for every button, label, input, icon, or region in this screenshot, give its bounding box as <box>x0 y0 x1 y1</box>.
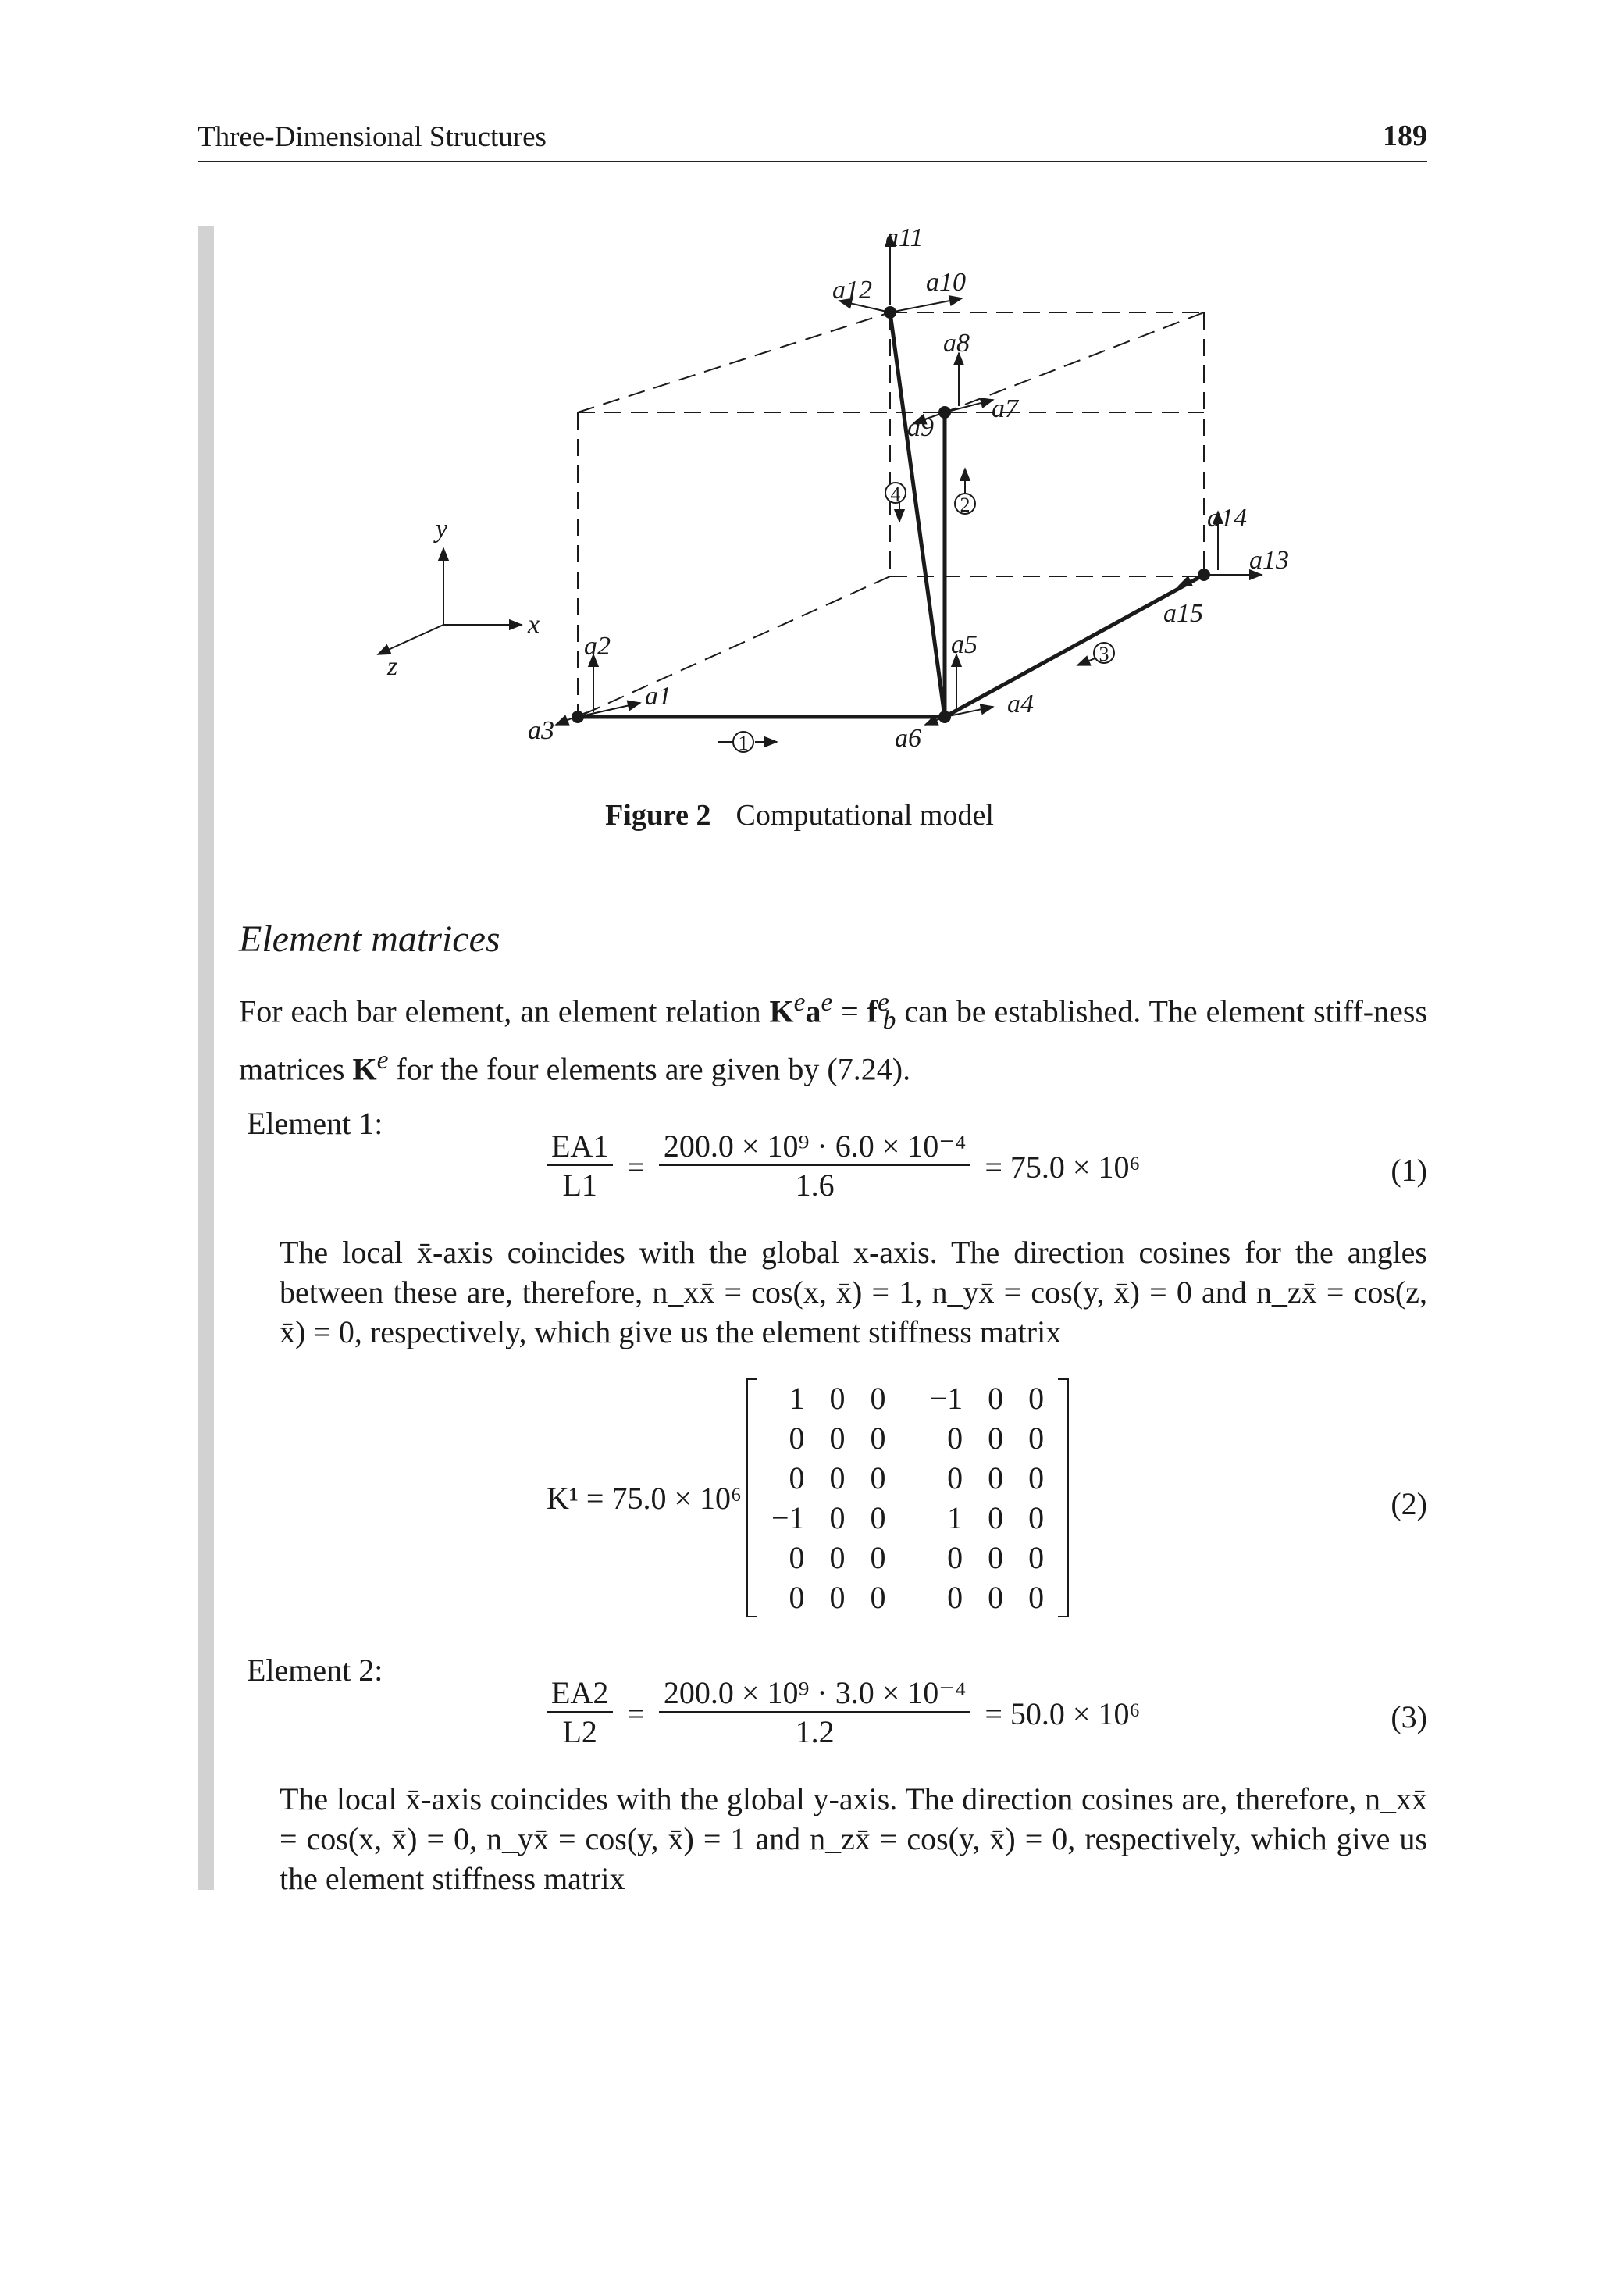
matrix-row <box>759 1498 1056 1538</box>
eq1-rhs-numerator: 200.0 × 10⁹ · 6.0 × 10⁻⁴ <box>659 1128 970 1166</box>
dof-a4: a4 <box>1007 690 1034 718</box>
matrix-cell: 0 <box>1028 1421 1045 1456</box>
matrix-cell: 0 <box>870 1500 886 1535</box>
stiffness-matrix-1 <box>746 1378 1069 1617</box>
eq1-result: = 75.0 × 10⁶ <box>985 1149 1141 1185</box>
dof-a2: a2 <box>584 632 611 661</box>
matrix-cell: 0 <box>789 1421 805 1456</box>
matrix-cell: 0 <box>988 1580 1004 1615</box>
axis-labels <box>386 515 540 681</box>
eq2-lhs: K¹ = 75.0 × 10⁶ <box>547 1480 742 1516</box>
dof-a1: a1 <box>645 682 671 711</box>
matrix-cell: 0 <box>829 1580 846 1615</box>
intro-paragraph: For each bar element, an element relation $K^ea^e = f^e_b$ can be established. The element stiff-ness matrices $K^e$ for the four elements are given by (7.24). <box>239 988 1428 1087</box>
matrix-cell: 0 <box>947 1421 963 1456</box>
matrix-cell: 0 <box>988 1381 1004 1416</box>
matrix-cell: 1 <box>947 1500 963 1535</box>
running-header <box>198 117 1427 162</box>
matrix-cell: 0 <box>1028 1381 1045 1416</box>
figure-caption <box>0 798 1599 832</box>
eq1-lhs-denominator: L1 <box>562 1168 597 1203</box>
matrix-cell: 0 <box>789 1580 805 1615</box>
dof-a5: a5 <box>951 630 978 659</box>
matrix-cell: 0 <box>789 1540 805 1575</box>
matrix-cell: 0 <box>829 1540 846 1575</box>
equation-3: $\frac{EA2}{L2}$ = $\frac{\text{200.0 × 10⁹ · 3.0 × 10⁻⁴}}{1.2}$ = 50.0 × 10⁶ <box>547 1675 1140 1752</box>
caption-text: Computational model <box>735 799 994 832</box>
matrix-cell: 0 <box>870 1460 886 1496</box>
matrix-row <box>759 1418 1056 1458</box>
bar-element-4 <box>890 312 945 717</box>
dof-a12: a12 <box>832 276 872 305</box>
dof-a13: a13 <box>1249 546 1289 575</box>
z-axis-label: z <box>387 652 398 681</box>
element-marker-1: 1 <box>738 732 749 754</box>
x-axis-label: x <box>528 610 540 639</box>
eq1-lhs-numerator: EA1 <box>547 1128 613 1166</box>
page-number: 189 <box>1383 119 1427 152</box>
matrix-cell: 0 <box>870 1421 886 1456</box>
eq3-rhs-denominator: 1.2 <box>795 1714 835 1749</box>
dof-a15: a15 <box>1163 599 1203 628</box>
matrix-cell: 0 <box>947 1580 963 1615</box>
element-2-label: Element 2: <box>247 1652 383 1688</box>
matrix-cell: 0 <box>1028 1500 1045 1535</box>
matrix-cell: 0 <box>829 1381 846 1416</box>
matrix-cell: 0 <box>988 1500 1004 1535</box>
element-marker-3: 3 <box>1099 643 1109 665</box>
eq1-rhs-denominator: 1.6 <box>795 1168 835 1203</box>
dof-a8: a8 <box>943 329 970 358</box>
dof-labels <box>528 223 1289 753</box>
axes <box>378 548 522 654</box>
element-markers <box>733 483 1114 754</box>
matrix-cell: 0 <box>870 1381 886 1416</box>
dof-a6: a6 <box>895 724 921 753</box>
bar-element-3 <box>945 575 1204 717</box>
element-1-label: Element 1: <box>247 1106 383 1141</box>
matrix-cell: 0 <box>947 1460 963 1496</box>
matrix-cell: −1 <box>929 1381 963 1416</box>
eq3-lhs-denominator: L2 <box>562 1714 597 1749</box>
dof-arrows <box>556 234 1262 742</box>
eq3-lhs-numerator: EA2 <box>547 1675 613 1713</box>
matrix-row <box>759 1578 1056 1617</box>
matrix-cell: 1 <box>789 1381 805 1416</box>
computational-model-figure <box>351 215 1304 777</box>
matrix-row <box>759 1538 1056 1578</box>
matrix-cell: 0 <box>829 1460 846 1496</box>
dof-a7: a7 <box>992 394 1018 423</box>
equation-1: $\frac{EA1}{L1}$ = $\frac{\text{200.0 × 10⁹ · 6.0 × 10⁻⁴}}{1.6}$ = 75.0 × 10⁶ <box>547 1128 1140 1205</box>
matrix-cell: 0 <box>988 1460 1004 1496</box>
section-heading: Element matrices <box>239 918 500 960</box>
running-title: Three-Dimensional Structures <box>198 121 547 153</box>
matrix-cell: 0 <box>988 1421 1004 1456</box>
element-2-paragraph: The local x̄-axis coincides with the global y-axis. The direction cosines are, therefore, n_xx̄ = cos(x, x̄) = 0, n_yx̄ = cos(y, x̄) = 1 and n_zx̄ = cos(y, x̄) = 0, respectively, which give us the element stiffness matrix <box>280 1781 1427 1896</box>
matrix-cell: 0 <box>1028 1580 1045 1615</box>
margin-bar <box>198 226 214 1890</box>
caption-label: Figure 2 <box>605 799 711 832</box>
element-marker-2: 2 <box>960 494 970 516</box>
matrix-cell: 0 <box>1028 1540 1045 1575</box>
matrix-row <box>759 1378 1056 1418</box>
equation-2 <box>547 1378 1069 1617</box>
eq-number-2: (2) <box>1391 1486 1427 1521</box>
dof-a9: a9 <box>907 413 934 442</box>
dof-a14: a14 <box>1207 504 1247 533</box>
element-1-paragraph: The local x̄-axis coincides with the global x-axis. The direction cosines for the angles between these are, therefore, n_xx̄ = cos(x, x̄) = 1, n_yx̄ = cos(y, x̄) = 0 and n_zx̄ = cos(z, x̄) = 0, respectively, which give us the element stiffness matrix <box>280 1235 1427 1349</box>
dof-a11: a11 <box>885 223 924 252</box>
matrix-cell: 0 <box>870 1580 886 1615</box>
matrix-cell: 0 <box>988 1540 1004 1575</box>
matrix-row <box>759 1458 1056 1498</box>
dof-a3: a3 <box>528 716 554 745</box>
eq-number-3: (3) <box>1391 1699 1427 1734</box>
eq3-rhs-numerator: 200.0 × 10⁹ · 3.0 × 10⁻⁴ <box>659 1675 970 1713</box>
matrix-cell: 0 <box>947 1540 963 1575</box>
matrix-cell: 0 <box>1028 1460 1045 1496</box>
eq3-result: = 50.0 × 10⁶ <box>985 1695 1141 1731</box>
eq-number-1: (1) <box>1391 1153 1427 1188</box>
element-marker-4: 4 <box>890 483 901 505</box>
matrix-cell: −1 <box>771 1500 805 1535</box>
y-axis-label: y <box>436 515 448 544</box>
matrix-cell: 0 <box>829 1421 846 1456</box>
matrix-cell: 0 <box>789 1460 805 1496</box>
matrix-cell: 0 <box>870 1540 886 1575</box>
matrix-cell: 0 <box>829 1500 846 1535</box>
dof-a10: a10 <box>926 268 966 297</box>
